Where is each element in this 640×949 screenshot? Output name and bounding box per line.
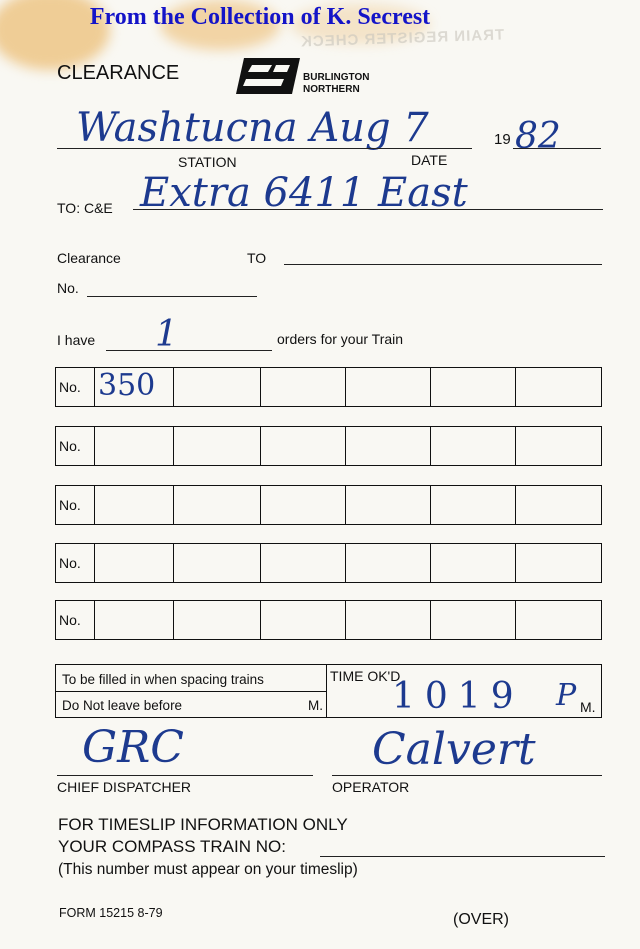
time-handwriting: 1019 (392, 676, 524, 717)
year-prefix: 19 (494, 131, 511, 148)
over-label: (OVER) (453, 911, 509, 928)
order-row (55, 543, 602, 583)
to-handwriting: Extra 6411 East (140, 170, 468, 216)
orders-count-line (106, 350, 272, 351)
timeslip-compass-label: YOUR COMPASS TRAIN NO: (58, 837, 286, 856)
year-handwriting: 82 (515, 116, 561, 157)
date-label: DATE (411, 152, 448, 168)
operator-label: OPERATOR (332, 779, 410, 795)
bn-logo-icon (232, 56, 302, 96)
timeslip-compass-line (320, 856, 605, 857)
station-date-handwriting: Washtucna Aug 7 (76, 105, 429, 151)
operator-signature: Calvert (372, 724, 536, 775)
order-row-label: No. (59, 555, 81, 571)
company-name-line2: NORTHERN (303, 84, 360, 95)
form-number: FORM 15215 8-79 (59, 906, 163, 920)
clearance-no-line (87, 296, 257, 297)
chief-line (57, 775, 313, 776)
timeslip-note: (This number must appear on your timeslip) (58, 861, 358, 878)
time-m-label: M. (580, 699, 596, 715)
order-row (55, 367, 602, 407)
orders-count-handwriting: 1 (155, 314, 178, 355)
to-line (133, 209, 603, 210)
spacing-line1: To be filled in when spacing trains (62, 672, 264, 687)
order-row (55, 600, 602, 640)
station-label: STATION (178, 154, 237, 170)
orders-label: orders for your Train (277, 331, 404, 347)
company-name-line1: BURLINGTON (303, 72, 370, 83)
order-row-label: No. (59, 497, 81, 513)
spacing-line2: Do Not leave before (62, 698, 183, 713)
collection-watermark: From the Collection of K. Secrest (89, 4, 431, 30)
clearance-no-label: No. (57, 280, 79, 296)
bleed-through-text: TRAIN REGISTER CHECK (299, 26, 505, 51)
order-row (55, 426, 602, 466)
order-row-label: No. (59, 379, 81, 395)
to-ce-label: TO: C&E (57, 200, 113, 216)
clearance-to-line (284, 264, 602, 265)
form-title: CLEARANCE (57, 62, 180, 84)
timeslip-heading: FOR TIMESLIP INFORMATION ONLY (58, 815, 348, 834)
time-okd-label: TIME OK'D (330, 668, 401, 684)
meridiem-handwriting: P (556, 678, 577, 713)
order-row-label: No. (59, 438, 81, 454)
operator-line (332, 775, 602, 776)
chief-dispatcher-label: CHIEF DISPATCHER (57, 779, 192, 795)
clearance-to-label: TO (247, 250, 267, 266)
clearance-label: Clearance (57, 250, 121, 266)
chief-signature: GRC (82, 722, 184, 773)
order-row (55, 485, 602, 525)
order-number-handwriting: 350 (98, 368, 156, 403)
station-line (57, 148, 472, 149)
year-line (513, 148, 601, 149)
i-have-label: I have (57, 332, 96, 348)
spacing-m-label: M. (308, 698, 323, 713)
order-row-label: No. (59, 612, 81, 628)
